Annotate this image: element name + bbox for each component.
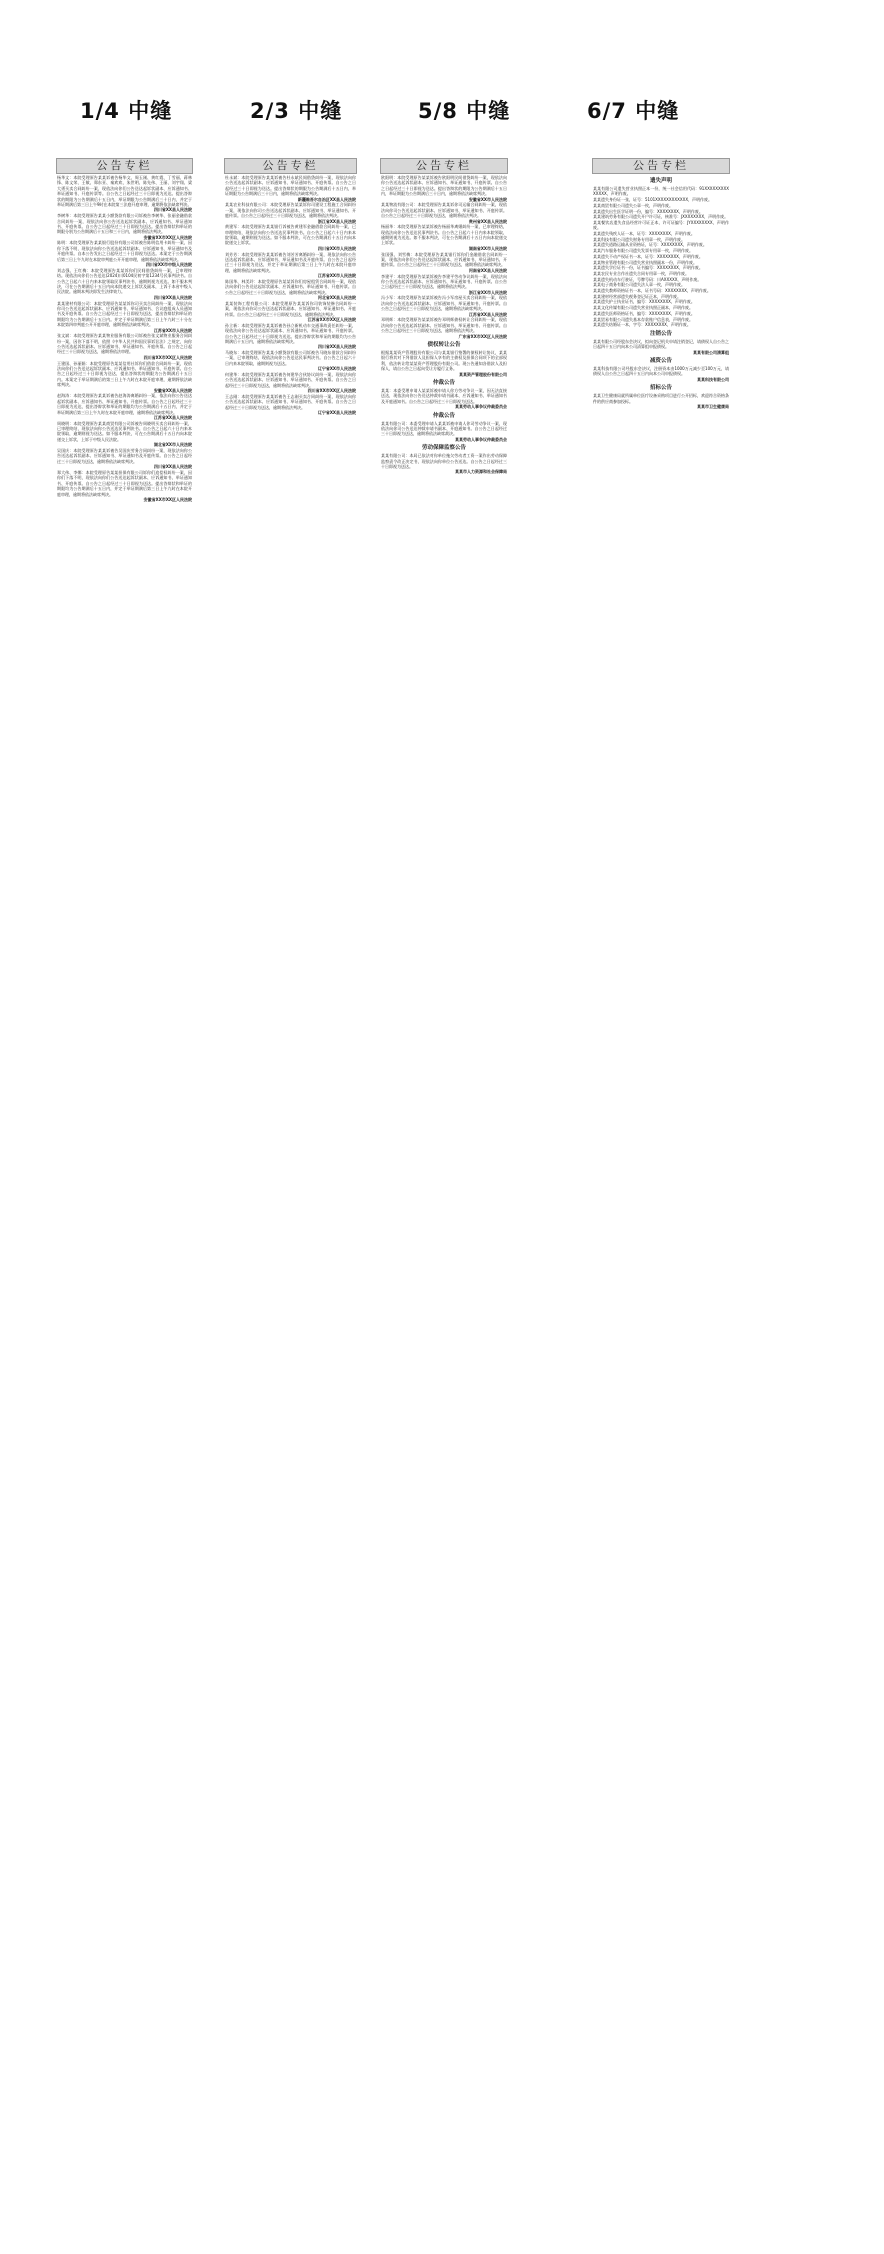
- notice-text: 周晓明：本院受理原告某某商贸有限公司诉被告周晓明买卖合同纠纷一案，已审理终结，现依法向你公告送达民事判决书。自公告之日起六十日内来本院领取，逾期则视为送达。如不服本判决，可在公告期满后十五日内向本院递交上诉状，上诉于中级人民法院。: [57, 420, 192, 442]
- notice-court: 安徽省XX市XX区人民法院: [143, 496, 192, 502]
- notice-column-4: [592, 158, 730, 1966]
- notice-court: 某某科技有限公司: [697, 376, 729, 382]
- notice-text: 杜永斌：本院受理原告某某诉被告杜永斌民间借贷纠纷一案，现依法向你公告送达起诉状副本、应诉通知书、举证通知书、开庭传票。自公告之日起经过三十日即视为送达。提出答辩状的期限为公告期满后十五日内，举证期限为公告期满后三十日内，逾期将依法缺席判决。: [225, 175, 356, 197]
- column-body: [592, 174, 730, 409]
- notice-text: 王志刚：本院受理原告某某诉被告王志刚买卖合同纠纷一案，现依法向你公告送达起诉状副本、应诉通知书、举证通知书、开庭传票。自公告之日起经过三十日即视为送达，逾期将依法判决。: [225, 393, 356, 410]
- section-title: 遗失声明: [649, 178, 672, 184]
- notice-item: [225, 224, 356, 251]
- notice-item: [225, 202, 356, 224]
- notice-court: 四川省XX县人民法院: [317, 344, 356, 350]
- section-title: 招标公告: [649, 385, 672, 392]
- notice-item: 某某遗失出生医学证明一份，编号：XXXXXXXX，声明作废。: [593, 208, 703, 214]
- notice-text: 吴国庆：本院受理原告某某诉被告吴国庆劳务合同纠纷一案，现依法向你公告送达起诉状副本、应诉通知书、举证通知书及开庭传票。自公告之日起经过三十日即视为送达，逾期将依法缺席判决。: [57, 447, 192, 464]
- notice-court: 江苏省XX县人民法院: [153, 414, 192, 420]
- column-header: 公告专栏: [224, 158, 357, 174]
- notice-text: 杨丽华：本院受理原告某某诉被告杨丽华离婚纠纷一案，已审理终结，现依法向你公告送达民事判决书。自公告之日起六十日内来本院领取，逾期则视为送达。如不服本判决，可在公告期满后十五日内向本院递交上诉状。: [381, 224, 507, 246]
- column-header: 公告专栏: [56, 158, 193, 174]
- notice-text: 杨华文：本院受理原告某某诉被告杨华文、周玉刚、黄红霞、丁雪丽、蒋林锋、陈文荣、王敏、郑东亚、秦欢欢、朱世明、陈先伟、王丽、刘宇翔、梁大勇买卖合同纠纷一案，现依法向你们公告送达起诉状副本、应诉通知书、举证通知书、开庭传票等。自公告之日起经过三十日即视为送达。提出答辩状的期限为公告期满后十五日内，举证期限为公告期满后三十日内，并定于举证期满后第三日上午9时在本院第三法庭开庭审理，逾期将依法缺席判决。: [57, 175, 192, 208]
- notice-item: [225, 279, 356, 301]
- notice-court: 四川省XX县人民法院: [153, 207, 192, 213]
- notice-item: 某某物业管理有限公司遗失营业执照副本一份，声明作废。: [593, 259, 697, 265]
- notice-item: 某某遗失护士执业证书，编号：XXXXXXXX，声明作废。: [593, 299, 695, 305]
- notice-text: 某某建材有限公司：本院受理原告某某诉你司买卖合同纠纷一案，现依法向你司公告送达起诉状副本、应诉通知书、举证通知书、合议庭组成人员通知书及开庭传票。自公告之日起经过三十日即视为送达，提出答辩状和举证的期限均为公告期满后十五日内。并定于举证期满后第三日上午九时三十分在本院第四审判庭公开开庭审理，逾期将依法缺席判决。: [57, 300, 192, 328]
- notice-item: [225, 252, 356, 279]
- notice-item: [57, 213, 192, 240]
- notice-item: 某某遗失残疾人证一本，证号：XXXXXXXX，声明作废。: [593, 231, 695, 237]
- column-label-4: 6/7 中缝: [587, 99, 680, 123]
- notice-column-1: [56, 158, 193, 2060]
- column-body: [380, 174, 508, 475]
- notice-item: [381, 388, 507, 410]
- notice-item: [57, 421, 192, 448]
- notice-court: 江苏省XX市XX区人民法院: [307, 317, 356, 323]
- notice-court: 某某劳动人事争议仲裁委员会: [455, 404, 507, 410]
- column-body: [224, 174, 357, 416]
- notice-court: 某某资产管理股份有限公司: [459, 371, 507, 377]
- notice-text: 某某装饰工程有限公司：本院受理原告某某诉你司装饰装修合同纠纷一案，现依法向你司公告送达起诉状副本、应诉通知书、举证通知书、开庭传票。自公告之日起经过三十日即视为送达，逾期将依法判决。: [225, 300, 356, 317]
- notice-item: 某某农民专业合作社遗失合同专用章一枚，声明作废。: [593, 270, 689, 276]
- notice-item: [381, 202, 507, 224]
- notice-item: [381, 421, 507, 443]
- notice-item: [381, 175, 507, 202]
- notice-text: 何建华：本院受理原告某某诉被告何建华合伙协议纠纷一案，现依法向你公告送达起诉状副本、应诉通知书、举证通知书、开庭传票。自公告之日起经过三十日即视为送达，逾期将依法缺席判决。: [225, 372, 356, 388]
- notice-text: 刘芳芳：本院受理原告某某诉被告刘芳芳离婚纠纷一案，现依法向你公告送达起诉状副本、应诉通知书、举证通知书及开庭传票。自公告之日起经过三十日即视为送达，并定于举证期满后第三日上午九时在本院开庭审理，逾期将依法缺席判决。: [225, 251, 356, 273]
- notice-text: 赵海涛：本院受理原告某某诉被告赵海涛离婚纠纷一案，依法向你公告送达起诉状副本、应诉通知书、举证通知书、开庭传票。自公告之日起经过三十日即视为送达，提出答辩状和举证的期限均为公告期满后十五日内，并定于举证期满后第三日上午九时在本院开庭审理，逾期将依法缺席判决。: [57, 393, 192, 415]
- notice-court: 江苏省XX市人民法院: [153, 327, 192, 333]
- notice-item: [57, 361, 192, 393]
- notice-court: 某某有限公司清算组: [693, 349, 729, 355]
- notice-item: 某某遗失道路运输从业资格证，证号：XXXXXXXX，声明作废。: [593, 242, 707, 248]
- notice-item: [381, 252, 507, 274]
- notice-item: [381, 274, 507, 296]
- notice-court: 四川省XX县人民法院: [153, 464, 192, 470]
- notice-court: 江苏省XX市人民法院: [317, 273, 356, 279]
- notice-text: 陈明：本院受理原告某某银行股份有限公司诉被告陈明信用卡纠纷一案，因你下落不明，现依法向你公告送达起诉状副本、应诉通知书、举证通知书及开庭传票。自本公告发出之日起经过三十日即视为送达。本案定于公告期满后第三日上午九时在本院审判庭公开开庭审理，逾期将依法缺席判决。: [57, 240, 192, 262]
- notice-item: [381, 317, 507, 339]
- notice-court: 辽宁省XX县人民法院: [317, 410, 356, 416]
- notice-court: 某某劳动人事争议仲裁委员会: [455, 436, 507, 442]
- notice-text: 马晓东：本院受理原告某某小额贷款有限公司诉被告马晓东借款合同纠纷一案，已审理终结，现依法向你公告送达民事判决书。自公告之日起六十日内来本院领取，逾期则视为送达。: [225, 350, 356, 366]
- notice-item: [57, 301, 192, 333]
- notice-item: 某某商贸有限公司遗失公章一枚，声明作废。: [593, 202, 673, 208]
- notice-court: 四川省XX县人民法院: [153, 294, 192, 300]
- column-header: 公告专栏: [380, 158, 508, 174]
- section-title: 劳动保障监察公告: [421, 445, 466, 452]
- notice-court: 贵州省XX县人民法院: [468, 218, 507, 224]
- notice-court: 河北省XX县人民法院: [317, 295, 356, 301]
- notice-item: [381, 350, 507, 377]
- notice-court: 某某市卫生健康局: [697, 403, 729, 409]
- notice-text: 刘志强、王红梅：本院受理原告某某诉你们民间借贷纠纷一案，已审理终结。现依法向你们公告送达(2024)川0104民初字第1234号民事判决书。自公告之日起六十日内来本院领取民事判决书，逾期则视为送达。如不服本判决，可在公告期满后十五日内向本院递交上诉状及副本，上诉于本省中级人民法院。逾期本判决即发生法律效力。: [57, 267, 192, 295]
- notice-court: 四川省XX市XX区人民法院: [143, 354, 192, 360]
- notice-item: 某某汽车服务有限公司遗失发票专用章一枚，声明作废。: [593, 248, 693, 254]
- notice-court: 江苏省XX县人民法院: [468, 311, 507, 317]
- notice-text: 冯小军：本院受理原告某某诉被告冯小军房屋买卖合同纠纷一案，现依法向你公告送达起诉状副本、应诉通知书、举证通知书、开庭传票。自公告之日起经过三十日即视为送达，逾期将依法缺席判决。: [381, 295, 507, 312]
- notice-item: [381, 295, 507, 317]
- notice-item: [57, 175, 192, 213]
- notice-item: [225, 394, 356, 416]
- notice-text: 某某卫生健康局就所属单位医疗设备采购项目进行公开招标，欢迎符合资格条件的供应商参加投标。: [593, 393, 729, 404]
- section-title: 仲裁公告: [432, 380, 455, 386]
- notice-court: 安徽省XX县人民法院: [153, 387, 192, 393]
- notice-item: [381, 453, 507, 475]
- column-label-1: 1/4 中缝: [80, 99, 173, 123]
- notice-court: 某某市人力资源和社会保障局: [455, 469, 507, 475]
- notice-item: 某某文化传媒有限公司遗失营业执照正副本，声明作废。: [593, 305, 693, 311]
- notice-item: [57, 240, 192, 267]
- notice-court: 湖南省XX市人民法院: [468, 245, 507, 251]
- notice-text: 欧阳明：本院受理原告某某诉被告欧阳明民间借贷纠纷一案，现依法向你公告送达起诉状副本、应诉通知书、举证通知书、开庭传票。自公告之日起经过三十日即视为送达。提出答辩状的期限为公告期满后十五日内，举证期限为公告期满后三十日内，逾期将依法缺席判决。: [381, 175, 507, 197]
- section-title: 仲裁公告: [432, 412, 455, 419]
- notice-text: 黄建军：本院受理原告某某银行诉被告黄建军金融借款合同纠纷一案，已审理终结，现依法向你公告送达民事判决书。自公告之日起六十日内来本院领取，逾期则视为送达。如不服本判决，可在公告期满后十五日内向本院递交上诉状。: [225, 224, 356, 246]
- notice-item: [57, 393, 192, 420]
- column-label-3: 5/8 中缝: [418, 99, 511, 123]
- notice-court: 辽宁省XX市人民法院: [317, 366, 356, 372]
- notice-item: [593, 339, 729, 355]
- notice-item: [57, 333, 192, 360]
- notice-item: 某某遗失结婚证一本，字号：XXXXXXXX，声明作废。: [593, 322, 691, 328]
- notice-item: [593, 366, 729, 382]
- notice-text: 张文斌：本院受理原告某某物业服务有限公司诉被告张文斌物业服务合同纠纷一案，因你下落不明，依照《中华人民共和国民事诉讼法》之规定，向你公告送达起诉状副本、应诉通知书、举证通知书、开庭传票。自公告之日起经过三十日即视为送达，逾期将依法审理。: [57, 333, 192, 355]
- notice-text: 根据某某资产管理股份有限公司与某某银行签署的债权转让协议，某某银行将其对下列借款人及担保人享有的主债权及担保合同项下的全部权利，依法转让给某某资产管理股份有限公司。现公告通知各借款人及担保人，请自公告之日起向受让方履行义务。: [381, 349, 507, 372]
- section-title: 债权转让公告: [427, 341, 461, 348]
- notice-item: 某某遗失机动车行驶证，号牌号码：川AXXXXX，声明作废。: [593, 276, 702, 282]
- notice-item: [593, 393, 729, 409]
- notice-item: [225, 323, 356, 350]
- notice-court: 四川省XX市人民法院: [317, 245, 356, 251]
- notice-text: 邓明辉：本院受理原告某某诉被告邓明辉债权转让合同纠纷一案，现依法向你公告送达起诉状副本、应诉通知书、举证通知书、开庭传票。自公告之日起经过三十日即视为送达，逾期将依法判决。: [381, 317, 507, 334]
- notice-text: 某某有限公司：本局已依法对你单位拖欠劳动者工资一案作出劳动保障监察责令改正决定书，现依法向你单位公告送达。自公告之日起经过三十日即视为送达。: [381, 453, 507, 470]
- notice-court: 浙江省XX县人民法院: [317, 218, 356, 224]
- notice-item: 某某遗失教师资格证书一本，证书号码：XXXXXXXX，声明作废。: [593, 288, 711, 294]
- notice-item: [225, 301, 356, 323]
- notice-item: 某某遗失医师资格证书，编号：XXXXXXXX，声明作废。: [593, 310, 695, 316]
- notice-text: 张国强、刘雪梅：本院受理原告某某银行诉你们金融借款合同纠纷一案，现依法向你们公告送达起诉状副本、应诉通知书、举证通知书、开庭传票。自公告之日起经过三十日即视为送达，逾期将依法缺席判决。: [381, 251, 507, 268]
- notice-item: 某某餐饮店遗失食品经营许可证正本，许可证编号：JYXXXXXXXX，声明作废。: [593, 219, 729, 231]
- column-body: [56, 174, 193, 502]
- section-title: 减资公告: [649, 357, 672, 364]
- notice-text: 某某农业科技有限公司：本院受理原告某某诉你司建设工程施工合同纠纷一案，现依法向你司公告送达起诉状副本、应诉通知书、举证通知书、开庭传票。自公告之日起经过三十日即视为送达，逾期将依法判决。: [225, 202, 356, 219]
- notice-item: 某某科技有限公司遗失财务专用章一枚，声明作废。: [593, 236, 685, 242]
- notice-text: 郑大伟、李娜：本院受理原告某某担保有限公司诉你们追偿权纠纷一案，因你们下落不明，现依法向你们公告送达起诉状副本、应诉通知书、举证通知书、开庭传票。自公告之日起经过三十日即视为送达。提出答辩状和举证的期限均为公告期满后十五日内，并定于举证期满后第三日上午九时在本院开庭审理，逾期将依法缺席判决。: [57, 469, 192, 497]
- notice-text: 王建国、孙丽娟：本院受理原告某某信用社诉你们借款合同纠纷一案，现依法向你们公告送达起诉状副本、应诉通知书、举证通知书、开庭传票。自公告之日起经过三十日即视为送达，提出答辩状的期限为公告期满后十五日内。本案定于举证期满后的第三日上午九时在本院开庭审理，逾期将依法缺席判决。: [57, 360, 192, 388]
- notice-court: 安徽省XX市XX区人民法院: [143, 234, 192, 240]
- notice-court: 安徽省XX市人民法院: [468, 196, 507, 202]
- notice-column-2: [224, 158, 357, 1996]
- notice-court: 浙江省XX市人民法院: [468, 289, 507, 295]
- notice-item: 某某遗失学位证书一份，证书编号：XXXXXXXX，声明作废。: [593, 265, 703, 271]
- notice-court: 新疆维吾尔自治区XX县人民法院: [297, 196, 356, 202]
- notice-court: 河南省XX县人民法院: [468, 267, 507, 273]
- notice-court: 广东省XX市XX区人民法院: [458, 333, 507, 339]
- notice-text: 李建平：本院受理原告某某诉被告李建平劳动争议纠纷一案，现依法向你公告送达起诉状副本、应诉通知书、举证通知书、开庭传票。自公告之日起经过三十日即视为送达，逾期将依法判决。: [381, 273, 507, 290]
- notice-court: 四川省XX市中级人民法院: [145, 262, 192, 268]
- notice-text: 某某科技有限公司经股东会决议，注册资本由1000万元减少至100万元，请债权人自公告之日起四十五日内向本公司申报债权。: [593, 365, 729, 377]
- notice-text: 陈国华、林美玲：本院受理原告某某诉你们房屋租赁合同纠纷一案，现依法向你们公告送达起诉状副本、应诉通知书、举证通知书、开庭传票。自公告之日起经过三十日即视为送达，逾期将依法缺席判决。: [225, 278, 356, 295]
- notice-item: 某某贸易有限公司遗失基本存款账户信息表，声明作废。: [593, 316, 693, 322]
- notice-item: [381, 224, 507, 251]
- notice-text: 某某有限公司：本委受理申请人某某诉被申请人你司劳动争议一案，现依法向你司公告送达仲裁申请书副本、开庭通知书。自公告之日起经过三十日即视为送达，逾期将依法缺席裁决。: [381, 420, 507, 437]
- notice-text: 孙立新：本院受理原告某某诉被告孙立新机动车交通事故责任纠纷一案，现依法向你公告送达起诉状副本、应诉通知书、举证通知书、开庭传票。自公告之日起经过三十日即视为送达。提出答辩状和举证的期限均为公告期满后十五日内，逾期将依法缺席判决。: [225, 322, 356, 344]
- notice-item: 某某建材经营部遗失税务登记证正本，声明作废。: [593, 293, 681, 299]
- notice-item: 某某电子商务有限公司遗失法人章一枚，声明作废。: [593, 282, 685, 288]
- notice-item: 某某有限公司遗失营业执照正本一份，统一社会信用代码：91XXXXXXXXXXXXXX，声明作废。: [593, 186, 729, 197]
- section-title: 注销公告: [649, 330, 672, 337]
- notice-item: [57, 268, 192, 300]
- notice-court: 四川省XX市XX区人民法院: [307, 388, 356, 394]
- notice-text: 李树华：本院受理原告某某小额贷款有限公司诉被告李树华、张丽金融借款合同纠纷一案，现依法向你公告送达起诉状副本、应诉通知书、举证通知书、开庭传票。自公告之日起经过三十日即视为送达。提出答辩状和举证的期限分别为公告期满后十五日和三十日内，逾期将依法判决。: [57, 213, 192, 235]
- column-label-2: 2/3 中缝: [250, 99, 343, 123]
- column-header: 公告专栏: [592, 158, 730, 174]
- notice-text: 某某有限公司经股东会决议，拟向登记机关申请注销登记，请债权人自公告之日起四十五日内向本公司清算组申报债权。: [593, 338, 729, 350]
- notice-item: [225, 350, 356, 372]
- notice-item: 某某建筑劳务有限公司遗失开户许可证，核准号：JXXXXXXXX，声明作废。: [593, 214, 729, 220]
- notice-column-3: [380, 158, 508, 1918]
- notice-item: [57, 470, 192, 502]
- notice-text: 某某物流有限公司：本院受理原告某某诉你司运输合同纠纷一案，现依法向你司公告送达起诉状副本、应诉通知书、举证通知书、开庭传票。自公告之日起经过三十日即视为送达，逾期将依法判决。: [381, 202, 507, 219]
- notice-item: 某某遗失不动产权证书一本，证号：XXXXXXXX，声明作废。: [593, 253, 703, 259]
- notice-item: [57, 448, 192, 470]
- notice-text: 某某：本委受理申请人某某诉被申请人你方劳动争议一案，因无法直接送达，现依法向你公告送达仲裁申请书副本、应诉通知书、举证通知书及开庭通知书。自公告之日起经过三十日即视为送达。: [381, 388, 507, 404]
- notice-item: [225, 372, 356, 394]
- notice-court: 湖北省XX市人民法院: [153, 442, 192, 448]
- notice-item: 某某遗失身份证一张，证号：5101XXXXXXXXXXXX，声明作废。: [593, 197, 713, 203]
- notice-item: [225, 175, 356, 202]
